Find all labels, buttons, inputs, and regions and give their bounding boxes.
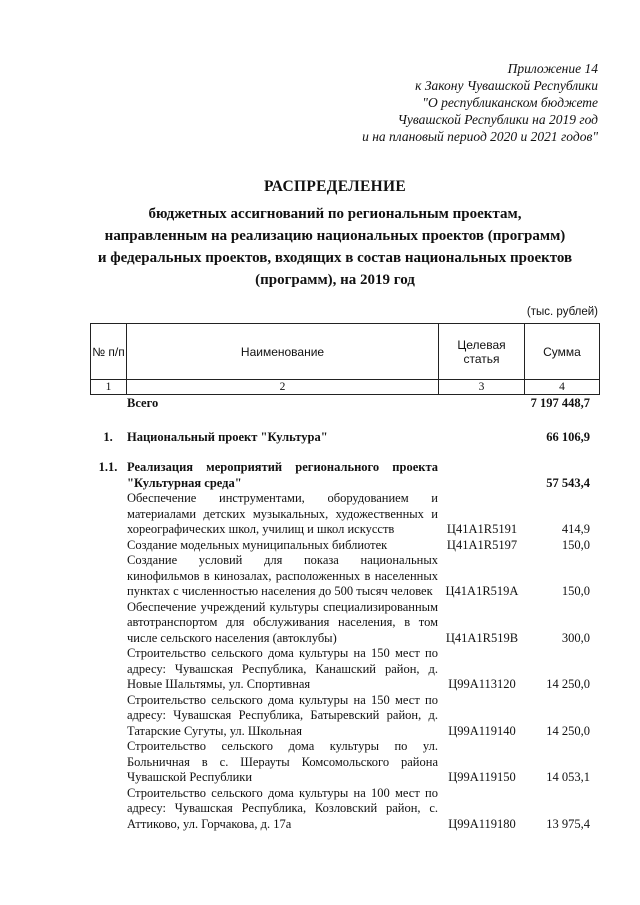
title-main: РАСПРЕДЕЛЕНИЕ xyxy=(264,178,406,195)
row-sum: 414,9 xyxy=(561,522,590,536)
row-name: Строительство сельского дома культуры на 150 мест по адресу: Чувашская Республика, Канашский район, д. Новые Шальтямы, ул. Спортивная xyxy=(127,646,438,691)
row-code: Ц41A1R519B xyxy=(445,630,519,645)
row-name: Создание условий для показа национальных кинофильмов в кинозалах, расположенных в населенных пунктах с численностью населения до 500 тысяч человек xyxy=(127,553,438,598)
table-row xyxy=(90,600,600,647)
row-name: Обеспечение учреждений культуры специализированным автотранспортом для обслуживания населения, в том числе сельского населения (автоклубы) xyxy=(127,599,438,645)
row-code: Ц41A1R5191 xyxy=(446,522,518,536)
appendix-note xyxy=(298,60,598,145)
appendix-line: к Закону Чувашской Республики xyxy=(415,78,598,93)
col-number: 3 xyxy=(439,380,525,395)
table-row xyxy=(90,553,600,600)
table-row xyxy=(90,491,600,538)
row-name: Строительство сельского дома культуры на 150 мест по адресу: Чувашская Республика, Батыревский район, д. Татарские Сугуты, ул. Школьная xyxy=(127,692,438,738)
col-number: 4 xyxy=(525,380,600,395)
row-name: Реализация мероприятий регионального проекта "Культурная среда" xyxy=(127,460,438,490)
document-title xyxy=(60,176,610,291)
header-code: Целевая статья xyxy=(439,324,525,380)
table-row xyxy=(90,786,600,833)
row-sum: 57 543,4 xyxy=(546,475,590,490)
header-sum: Сумма xyxy=(525,324,600,380)
row-code: Ц41A1R519A xyxy=(445,584,519,598)
row-code: Ц41A1R5197 xyxy=(446,537,518,552)
row-sum: 150,0 xyxy=(561,537,590,552)
row-code: Ц99A113120 xyxy=(448,677,516,691)
header-name: Наименование xyxy=(127,324,439,380)
col-number: 1 xyxy=(91,380,127,395)
table-row xyxy=(90,460,600,491)
row-name: Национальный проект "Культура" xyxy=(127,430,328,444)
table-row xyxy=(90,739,600,786)
row-sum: 13 975,4 xyxy=(546,816,590,831)
row-sum: 14 053,1 xyxy=(546,770,590,784)
appendix-line: Чувашской Республики на 2019 год xyxy=(397,112,598,127)
row-num: 1.1. xyxy=(98,460,118,474)
table-row xyxy=(90,646,600,693)
header-num: № п/п xyxy=(91,324,127,380)
row-name: Обеспечение инструментами, оборудованием и материалами детских музыкальных, художественных и хореографических школ, училищ и школ искусств xyxy=(127,491,438,536)
row-code: Ц99A119180 xyxy=(448,816,516,831)
title-line: и федеральных проектов, входящих в состав национальных проектов xyxy=(97,250,573,266)
appendix-line: Приложение 14 xyxy=(507,61,598,76)
row-code: Ц99A119150 xyxy=(448,770,516,784)
row-code: Ц99A119140 xyxy=(448,723,516,738)
table-row xyxy=(90,538,600,554)
table-row-total xyxy=(90,396,600,424)
row-name: Всего xyxy=(127,396,159,410)
title-line: (программ), на 2019 год xyxy=(255,272,415,288)
row-sum: 14 250,0 xyxy=(546,723,590,738)
row-sum: 7 197 448,7 xyxy=(530,396,590,410)
row-sum: 300,0 xyxy=(561,630,590,645)
table-header xyxy=(90,323,600,395)
appendix-line: и на плановый период 2020 и 2021 годов" xyxy=(362,129,598,144)
appendix-line: "О республиканском бюджете xyxy=(422,95,598,110)
table-row xyxy=(90,693,600,740)
row-sum: 66 106,9 xyxy=(546,430,590,444)
units-label: (тыс. рублей) xyxy=(526,306,598,318)
title-line: бюджетных ассигнований по региональным проектам, xyxy=(148,206,522,222)
row-sum: 150,0 xyxy=(561,584,590,598)
table-row xyxy=(90,430,600,460)
row-sum: 14 250,0 xyxy=(546,677,590,691)
row-name: Создание модельных муниципальных библиотек xyxy=(127,537,388,552)
table-body xyxy=(90,396,600,832)
row-name: Строительство сельского дома культуры по ул. Больничная в с. Шерауты Комсомольского района Чувашской Республики xyxy=(127,739,438,784)
title-line: направленным на реализацию национальных проектов (программ) xyxy=(104,228,566,244)
row-name: Строительство сельского дома культуры на 100 мест по адресу: Чувашская Республика, Козловский район, с. Аттиково, ул. Горчакова, д. 17а xyxy=(127,785,438,831)
row-num: 1. xyxy=(103,430,113,444)
col-number: 2 xyxy=(127,380,439,395)
